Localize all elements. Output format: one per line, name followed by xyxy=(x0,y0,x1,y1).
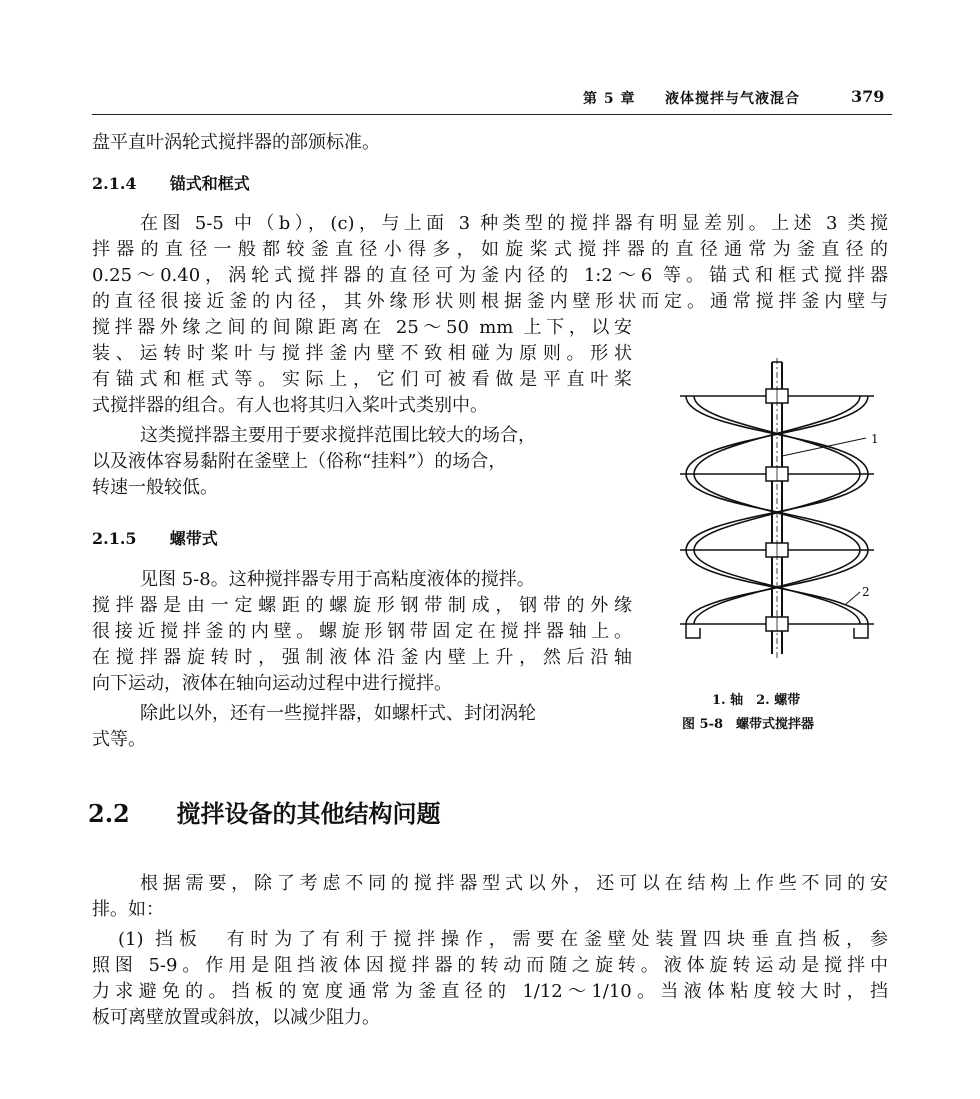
paragraph-line: 式搅拌器的组合。有人也将其归入桨叶式类别中。 xyxy=(92,395,488,416)
section-number: 2.1.4 xyxy=(92,174,137,193)
paragraph-line: 0.25～0.40，涡轮式搅拌器的直径可为釜内径的 1:2～6 等。锚式和框式搅拌器 xyxy=(92,265,888,286)
paragraph-line: 板可离壁放置或斜放，以减少阻力。 xyxy=(92,1007,380,1028)
paragraph-line: 在图 5-5 中（b），(c)，与上面 3 种类型的搅拌器有明显差别。上述 3 类搅 xyxy=(140,213,888,234)
section-title: 螺带式 xyxy=(169,529,218,548)
paragraph-line: (1) 挡板 有时为了有利于搅拌操作，需要在釜壁处装置四块垂直挡板，参 xyxy=(118,929,888,950)
section-title: 锚式和框式 xyxy=(169,174,250,193)
paragraph-line: 式等。 xyxy=(92,729,146,750)
paragraph-line: 照图 5-9。作用是阻挡液体因搅拌器的转动而随之旋转。液体旋转运动是搅拌中 xyxy=(92,955,888,976)
figure-legend: 1. 轴 2. 螺带 xyxy=(712,693,801,708)
paragraph-line: 向下运动，液体在轴向运动过程中进行搅拌。 xyxy=(92,673,452,694)
paragraph-line: 以及液体容易黏附在釜壁上（俗称“挂料”）的场合， xyxy=(92,451,507,472)
section-number: 2.2 xyxy=(88,799,130,828)
paragraph-line: 在搅拌器旋转时，强制液体沿釜内壁上升，然后沿轴 xyxy=(92,647,632,668)
paragraph-line: 搅拌器是由一定螺距的螺旋形钢带制成，钢带的外缘 xyxy=(92,595,632,616)
paragraph-line: 见图 5-8。这种搅拌器专用于高粘度液体的搅拌。 xyxy=(140,569,535,590)
page-number: 379 xyxy=(851,87,885,106)
paragraph-line: 有锚式和框式等。实际上，它们可被看做是平直叶桨 xyxy=(92,369,632,390)
section-heading-2-1-4 xyxy=(92,171,250,194)
callout-2-leader xyxy=(846,592,860,604)
paragraph-line: 力求避免的。挡板的宽度通常为釜直径的 1/12～1/10。当液体粘度较大时，挡 xyxy=(92,981,888,1002)
section-heading-2-1-5 xyxy=(92,526,218,549)
paragraph-line: 根据需要，除了考虑不同的搅拌器型式以外，还可以在结构上作些不同的安 xyxy=(140,873,888,894)
header-rule xyxy=(92,114,892,115)
figure-caption: 图 5-8 螺带式搅拌器 xyxy=(682,717,815,732)
paragraph-line: 这类搅拌器主要用于要求搅拌范围比较大的场合， xyxy=(140,425,536,446)
paragraph-line: 转速一般较低。 xyxy=(92,477,218,498)
paragraph-line: 除此以外，还有一些搅拌器，如螺杆式、封闭涡轮 xyxy=(140,703,536,724)
section-heading-2-2 xyxy=(88,794,440,829)
paragraph-line: 拌器的直径一般都较釜直径小得多，如旋桨式搅拌器的直径通常为釜直径的 xyxy=(92,239,888,260)
section-number: 2.1.5 xyxy=(92,529,137,548)
intro-line: 盘平直叶涡轮式搅拌器的部颁标准。 xyxy=(92,132,380,153)
header-title: 液体搅拌与气液混合 xyxy=(665,91,800,107)
header-chapter: 第 5 章 xyxy=(583,91,636,107)
section-title: 搅拌设备的其他结构问题 xyxy=(176,799,441,828)
paragraph-line: 的直径很接近釜的内径，其外缘形状则根据釜内壁形状而定。通常搅拌釜内壁与 xyxy=(92,291,888,312)
paragraph-line: 搅拌器外缘之间的间隙距离在 25～50 mm 上下，以安 xyxy=(92,317,632,338)
ribbon-agitator-figure xyxy=(660,358,890,658)
paragraph-line: 排。如： xyxy=(92,899,164,920)
callout-1: 1 xyxy=(871,432,879,446)
callout-2: 2 xyxy=(862,585,870,599)
ribbon-foot-right xyxy=(854,624,868,638)
paragraph-line: 很接近搅拌釜的内壁。螺旋形钢带固定在搅拌器轴上。 xyxy=(92,621,632,642)
paragraph-line: 装、运转时桨叶与搅拌釜内壁不致相碰为原则。形状 xyxy=(92,343,632,364)
callout-1-leader xyxy=(782,438,866,456)
ribbon-foot-left xyxy=(686,624,700,638)
